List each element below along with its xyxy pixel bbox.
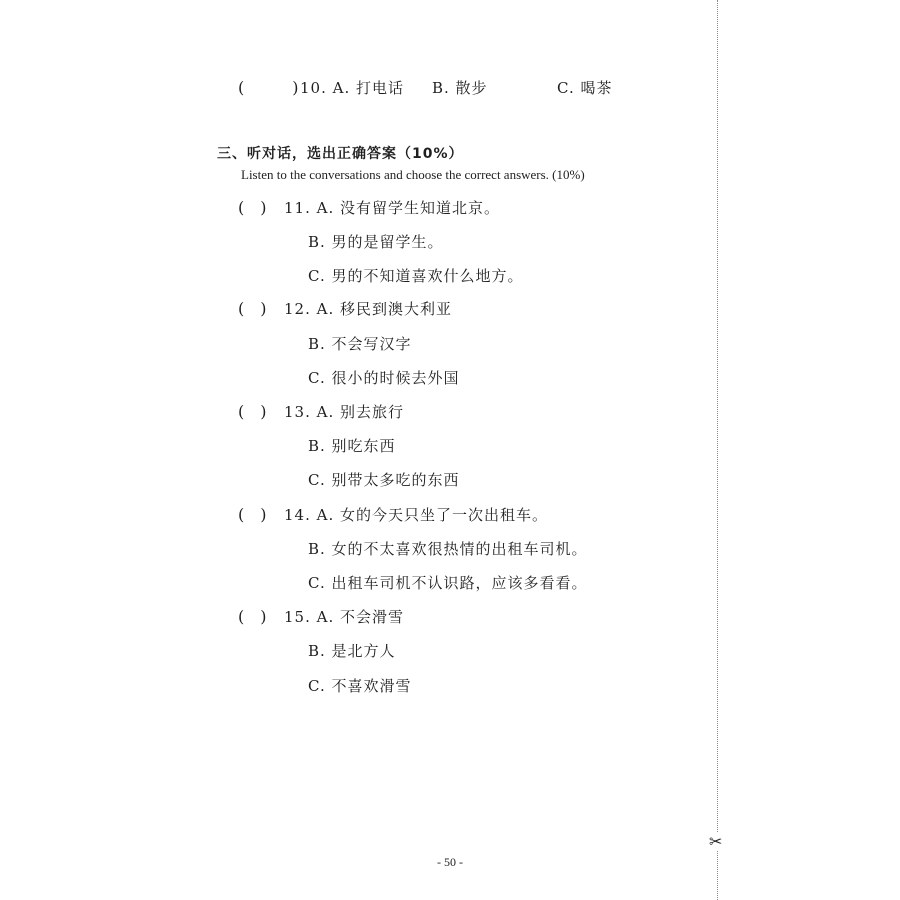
question-12-option-c: C. 很小的时候去外国 <box>308 369 460 387</box>
question-13-option-c: C. 别带太多吃的东西 <box>308 471 460 489</box>
question-14-option-b: B. 女的不太喜欢很热情的出租车司机。 <box>308 540 588 558</box>
cut-line <box>717 0 718 900</box>
question-10 <box>238 78 299 98</box>
question-11-option-c: C. 男的不知道喜欢什么地方。 <box>308 267 524 285</box>
scissors-icon: ✂ <box>709 832 723 851</box>
answer-bracket-14[interactable]: ( ) <box>238 505 267 524</box>
question-12-option-a: 12. A. 移民到澳大利亚 <box>284 300 452 318</box>
answer-bracket-15[interactable]: ( ) <box>238 607 267 626</box>
question-10-option-c: C. 喝茶 <box>557 79 613 97</box>
answer-bracket[interactable]: ( ) <box>238 78 299 97</box>
question-15-option-c: C. 不喜欢滑雪 <box>308 677 412 695</box>
question-14-option-a: 14. A. 女的今天只坐了一次出租车。 <box>284 506 548 524</box>
question-10-option-a: 10. A. 打电话 <box>300 79 404 97</box>
answer-bracket-11[interactable]: ( ) <box>238 198 267 217</box>
question-13-option-a: 13. A. 别去旅行 <box>284 403 404 421</box>
question-11-option-a: 11. A. 没有留学生知道北京。 <box>284 199 500 217</box>
answer-bracket-13[interactable]: ( ) <box>238 402 267 421</box>
question-10-option-b: B. 散步 <box>432 79 488 97</box>
question-12-option-b: B. 不会写汉字 <box>308 335 412 353</box>
section-title: 三、听对话，选出正确答案（10%） <box>217 146 464 162</box>
question-14-option-c: C. 出租车司机不认识路，应该多看看。 <box>308 574 588 592</box>
section-instruction: Listen to the conversations and choose the correct answers. (10%) <box>241 167 585 182</box>
question-15-option-a: 15. A. 不会滑雪 <box>284 608 404 626</box>
page-number: - 50 - <box>437 855 463 869</box>
question-15-option-b: B. 是北方人 <box>308 642 396 660</box>
answer-bracket-12[interactable]: ( ) <box>238 299 267 318</box>
question-13-option-b: B. 别吃东西 <box>308 437 396 455</box>
question-11-option-b: B. 男的是留学生。 <box>308 233 444 251</box>
